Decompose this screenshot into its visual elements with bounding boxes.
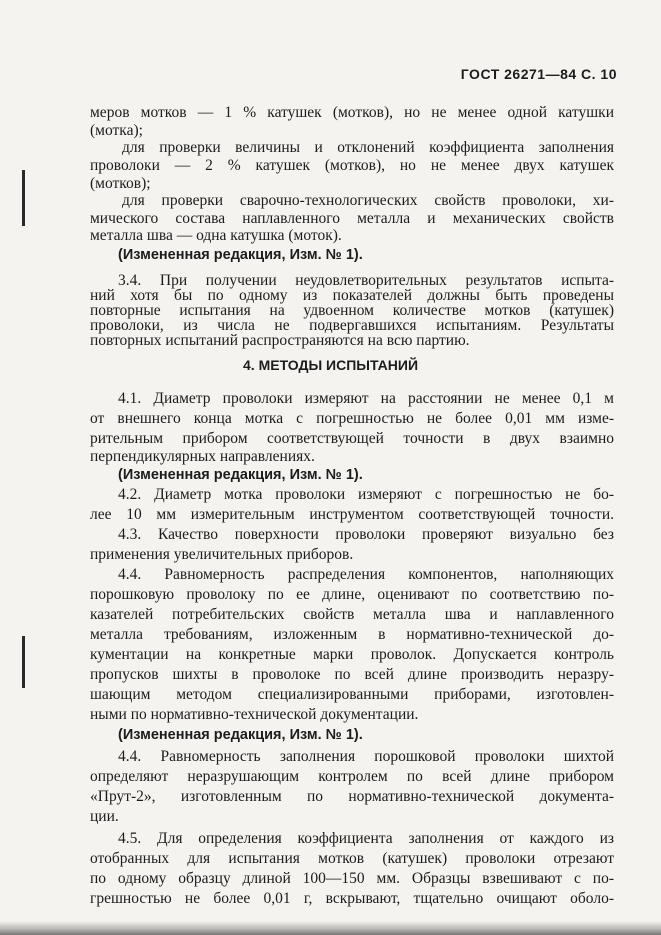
text-line: порошковую проволоку по ее длине, оценивают по соответствию по- bbox=[90, 586, 614, 603]
text-line: кументации на конкретные марки проволок. Допускается контроль bbox=[90, 646, 614, 663]
text-line: ными по нормативно-технической документации. bbox=[90, 706, 419, 723]
text-line: ции. bbox=[90, 808, 119, 825]
text-line: 4.4. Равномерность распределения компонентов, наполняющих bbox=[118, 566, 614, 583]
text-line: мического состава наплавленного металла и механических свойств bbox=[90, 210, 614, 227]
text-line: рительным прибором соответствующей точности в двух взаимно bbox=[90, 430, 614, 447]
text-line: пропусков шихты в проволоке по всей длине производить неразру- bbox=[90, 666, 614, 683]
text-line: определяют неразрушающим контролем по всей длине прибором bbox=[90, 768, 614, 785]
text-line: от внешнего конца мотка с погрешностью не более 0,01 мм изме- bbox=[90, 410, 614, 427]
text-line: повторные испытания на удвоенном количестве мотков (катушек) bbox=[90, 302, 614, 319]
text-line: проволоки — 2 % катушек (мотков), но не менее двух катушек bbox=[90, 157, 614, 174]
text-line: «Прут-2», изготовленным по нормативно-технической документа- bbox=[90, 788, 614, 805]
amendment-note: (Измененная редакция, Изм. № 1). bbox=[118, 247, 363, 263]
text-line: 4.5. Для определения коэффициента заполнения от каждого из bbox=[118, 830, 614, 847]
text-line: грешностью не более 0,01 г, вскрывают, тщательно очищают оболо- bbox=[90, 890, 614, 907]
text-line: металла шва — одна катушка (моток). bbox=[90, 227, 342, 244]
text-line: лее 10 мм измерительным инструментом соответствующей точности. bbox=[90, 506, 614, 523]
amendment-note: (Измененная редакция, Изм. № 1). bbox=[118, 467, 363, 483]
text-line: повторных испытаний распространяются на всю партию. bbox=[90, 332, 470, 349]
text-line: 3.4. При получении неудовлетворительных результатов испыта- bbox=[118, 272, 614, 289]
text-line: для проверки величины и отклонений коэффициента заполнения bbox=[122, 139, 614, 156]
text-line: проволоки, из числа не подвергавшихся испытаниям. Результаты bbox=[90, 317, 614, 334]
text-line: меров мотков — 1 % катушек (мотков), но не менее одной катушки bbox=[90, 104, 614, 121]
text-line: 4.3. Качество поверхности проволоки проверяют визуально без bbox=[118, 526, 614, 543]
page-header: ГОСТ 26271—84 С. 10 bbox=[460, 66, 617, 82]
text-line: по одному образцу длиной 100—150 мм. Образцы взвешивают с по- bbox=[90, 870, 614, 887]
text-line: (мотка); bbox=[90, 122, 143, 139]
text-line: 4.2. Диаметр мотка проволоки измеряют с погрешностью не бо- bbox=[118, 486, 614, 503]
amendment-note: (Измененная редакция, Изм. № 1). bbox=[118, 727, 363, 743]
text-line: 4.1. Диаметр проволоки измеряют на расстоянии не менее 0,1 м bbox=[118, 390, 614, 407]
text-line: применения увеличительных приборов. bbox=[90, 546, 354, 563]
text-line: металла требованиям, изложенным в нормативно-технической до- bbox=[90, 626, 614, 643]
text-line: шающим методом специализированными приборами, изготовлен- bbox=[90, 686, 614, 703]
section-title: 4. МЕТОДЫ ИСПЫТАНИЙ bbox=[243, 357, 418, 373]
text-line: (мотков); bbox=[90, 175, 151, 192]
text-line: ний хотя бы по одному из показателей должны быть проведены bbox=[90, 287, 614, 304]
text-line: 4.4. Равномерность заполнения порошковой проволоки шихтой bbox=[118, 748, 614, 765]
text-line: для проверки сварочно-технологических свойств проволоки, хи- bbox=[122, 192, 614, 209]
scan-edge bbox=[0, 921, 661, 935]
text-line: перпендикулярных направлениях. bbox=[90, 448, 315, 465]
text-line: отобранных для испытания мотков (катушек) проволоки отрезают bbox=[90, 850, 614, 867]
text-line: казателей потребительских свойств металла шва и наплавленного bbox=[90, 606, 614, 623]
